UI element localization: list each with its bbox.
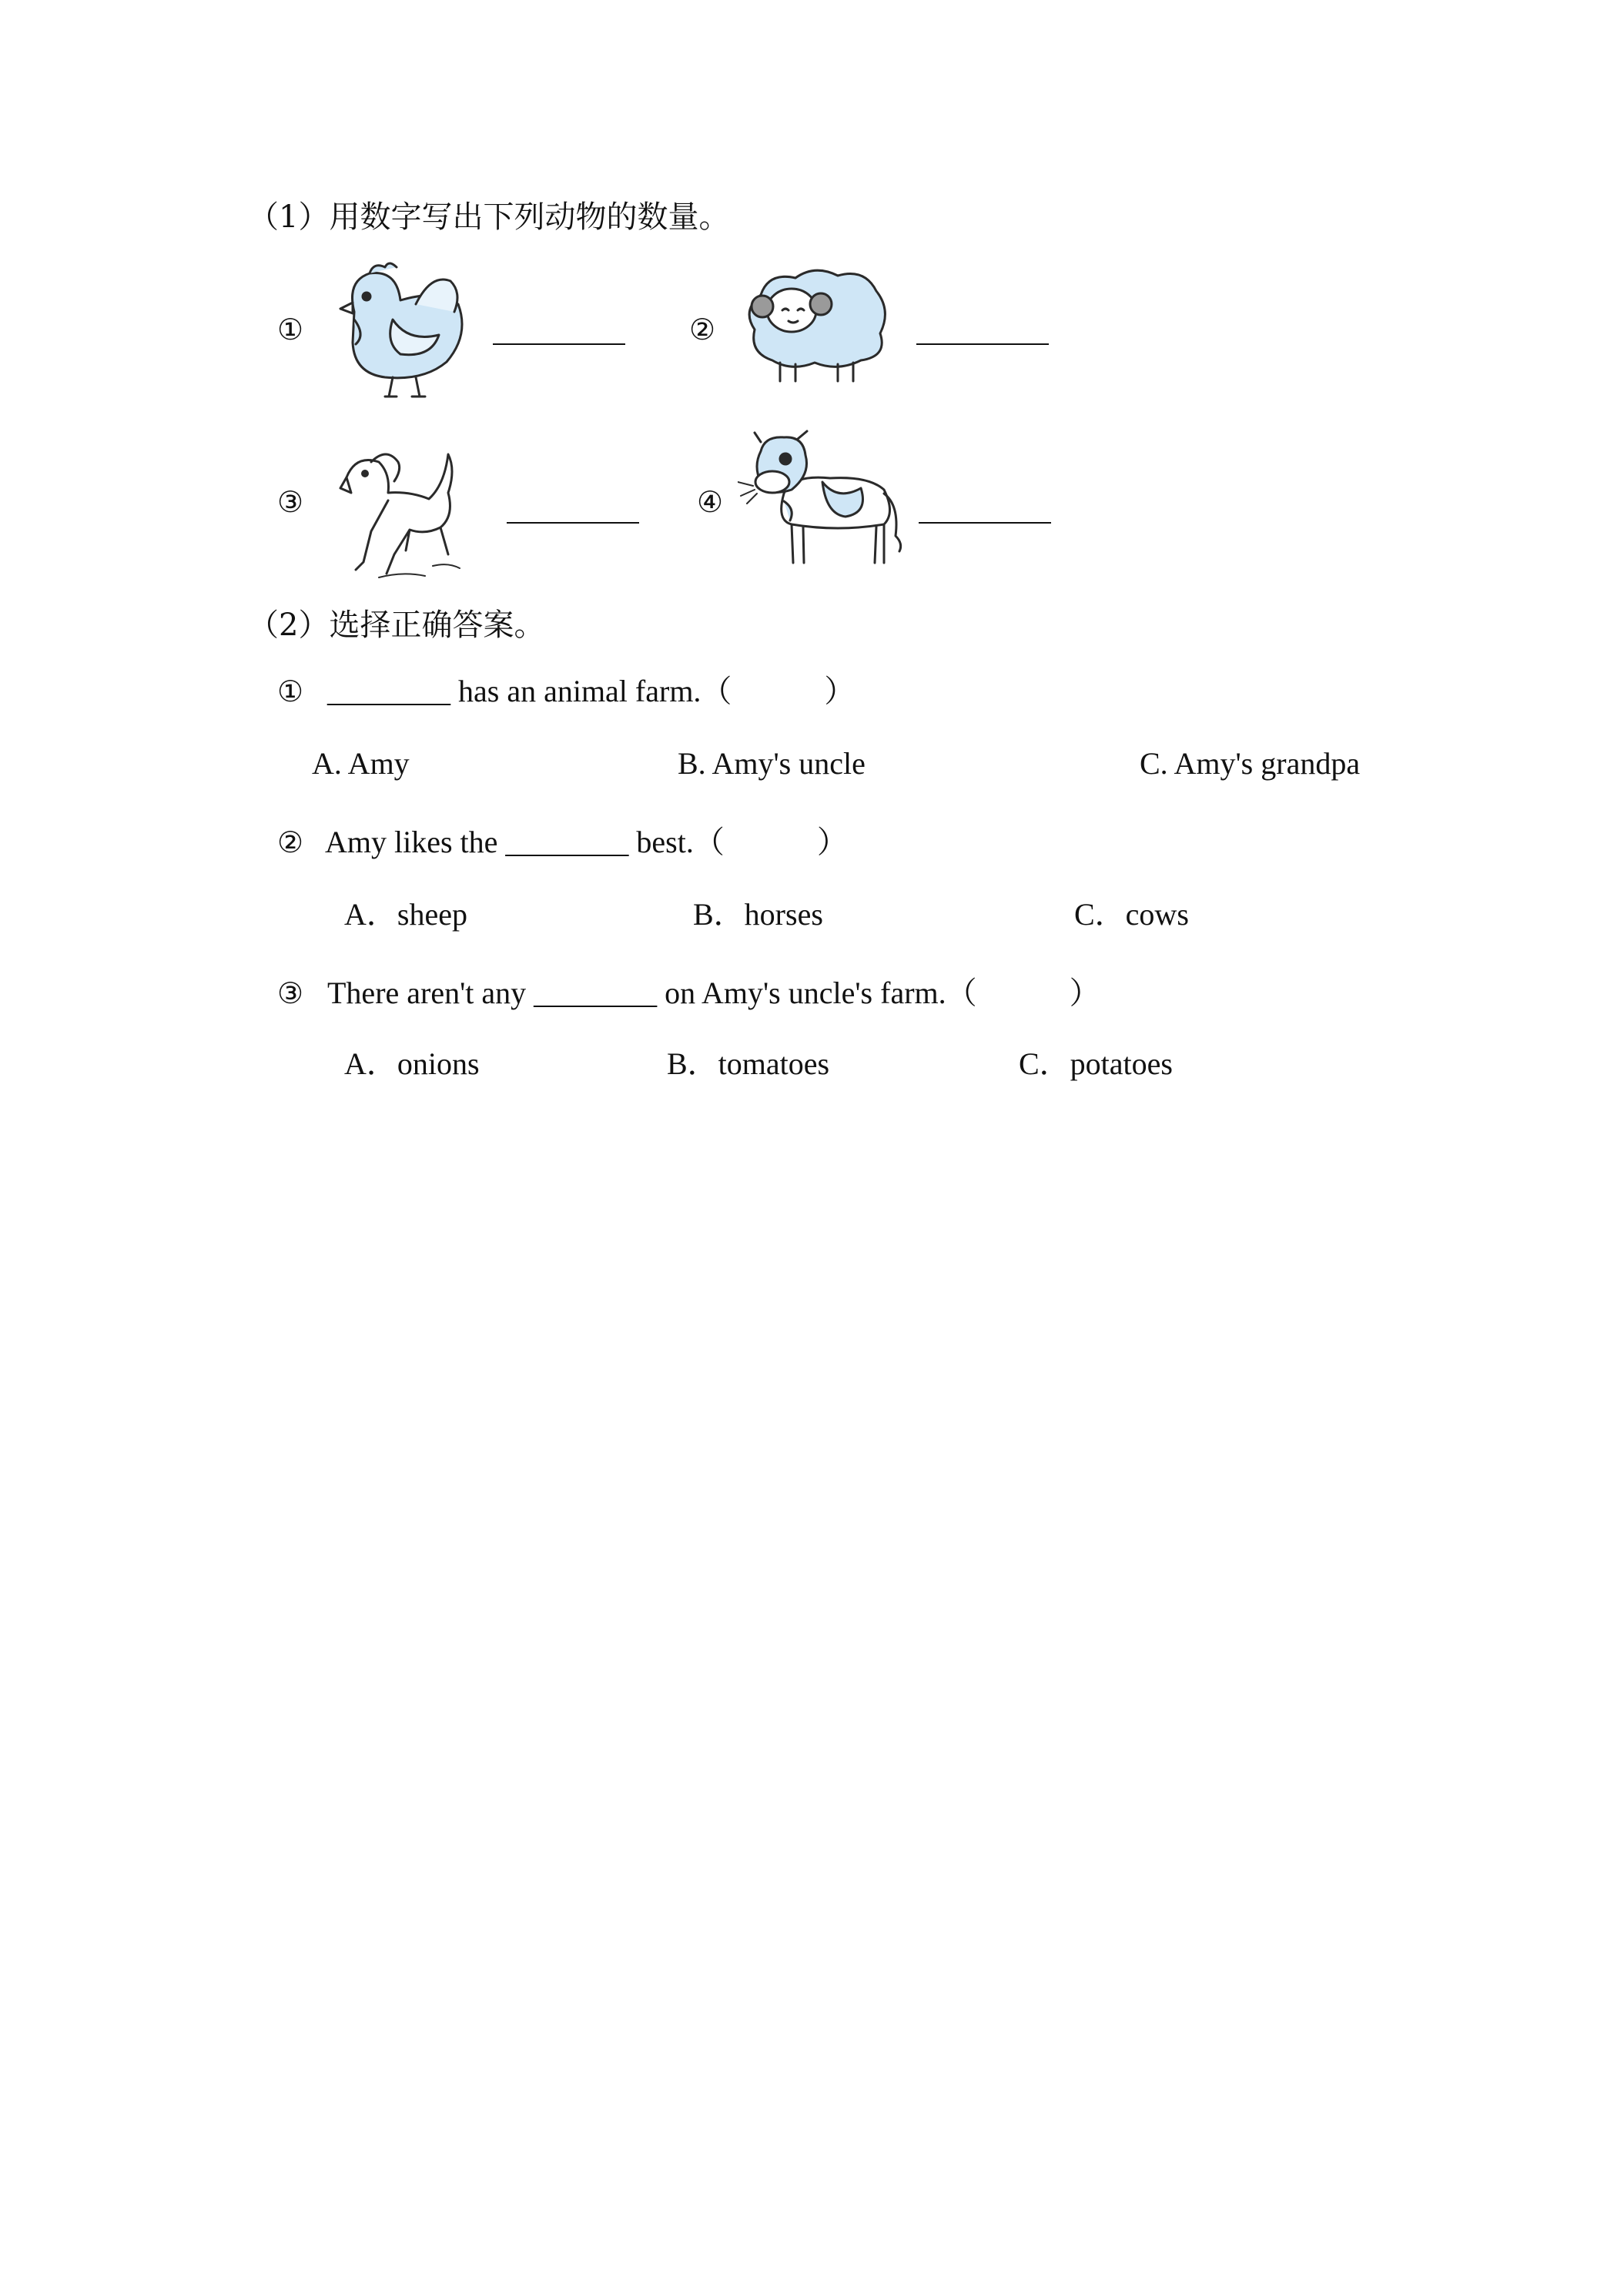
answer-blank-2[interactable] [916,343,1049,345]
q3-option-b[interactable]: B．tomatoes [667,1046,830,1081]
q2-option-a[interactable]: A．sheep [344,897,467,932]
question-1-text: ________ has an animal farm.（ ） [327,674,856,708]
part2-heading: （2）选择正确答案。 [248,607,545,643]
question-number-1: ① [277,674,304,708]
part1-heading: （1）用数字写出下列动物的数量。 [248,199,730,235]
q2-option-c[interactable]: C．cows [1074,897,1189,932]
q2-option-b[interactable]: B．horses [693,897,823,932]
item-number-4: ④ [697,485,724,519]
question-2-text: Amy likes the ________ best.（ ） [325,825,848,859]
q1-option-a[interactable]: A. Amy [312,746,410,781]
cow-icon [738,428,913,574]
q3-option-a[interactable]: A．onions [344,1046,480,1081]
question-number-2: ② [277,825,304,859]
answer-blank-1[interactable] [493,343,625,345]
item-number-3: ③ [277,485,304,519]
sheep-icon [738,264,892,387]
item-number-2: ② [689,313,716,346]
q1-option-b[interactable]: B. Amy's uncle [678,746,866,781]
horse-icon [333,439,465,581]
answer-blank-4[interactable] [919,522,1051,524]
q1-option-c[interactable]: C. Amy's grandpa [1140,746,1361,781]
q3-option-c[interactable]: C．potatoes [1019,1046,1173,1081]
answer-blank-3[interactable] [507,522,639,524]
item-number-1: ① [277,313,304,346]
question-3-text: There aren't any ________ on Amy's uncle's farm.（ ） [327,976,1100,1010]
hen-icon [323,258,470,404]
question-number-3: ③ [277,976,304,1010]
